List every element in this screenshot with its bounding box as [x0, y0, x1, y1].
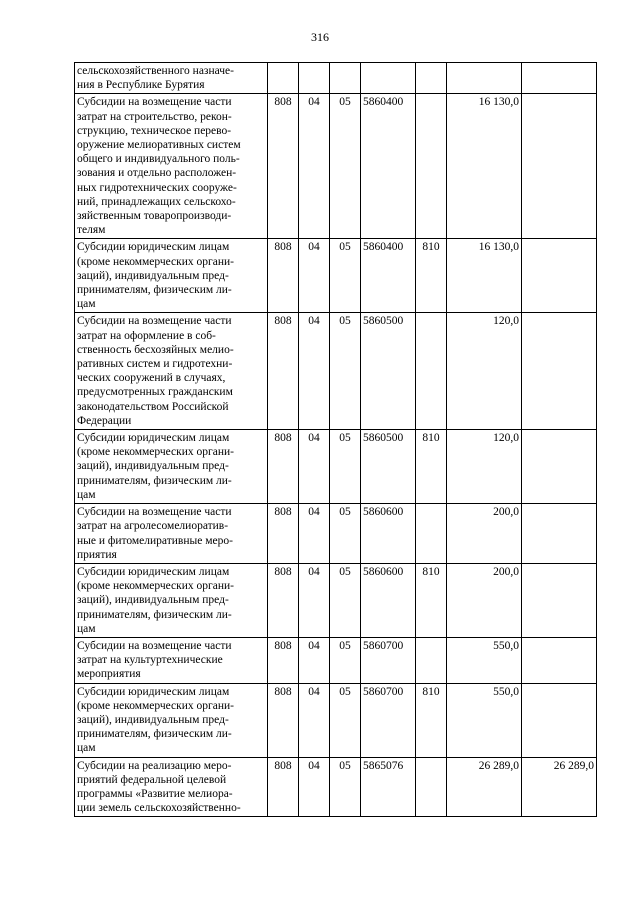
- section-code: [299, 63, 330, 94]
- amount-federal-cell: 26 289,0: [522, 757, 597, 817]
- target-article-code: 5860700: [361, 637, 416, 683]
- section-code: 04: [299, 430, 330, 504]
- ministry-code: 808: [268, 757, 299, 817]
- section-code: 04: [299, 683, 330, 757]
- description-line: ственность бесхозяйных мелио-: [77, 343, 234, 356]
- description-line: ния в Республике Бурятия: [77, 79, 205, 92]
- expense-type-code: 810: [416, 430, 447, 504]
- description-line: заций), индивидуальным пред-: [77, 713, 229, 726]
- target-article-code: [361, 63, 416, 94]
- description-line: Субсидии юридическим лицам: [77, 565, 230, 578]
- description-cell: [75, 757, 268, 817]
- description-line: законодательством Российской: [77, 400, 229, 413]
- description-line: приятия: [77, 548, 117, 561]
- description-line: (кроме некоммерческих органи-: [77, 580, 234, 593]
- ministry-code: [268, 63, 299, 94]
- description-cell: [75, 94, 268, 239]
- amount-cell: 16 130,0: [447, 94, 522, 239]
- description-cell: [75, 430, 268, 504]
- description-line: предусмотренных гражданским: [77, 386, 233, 399]
- description-line: принимателям, физическим ли-: [77, 608, 232, 621]
- ministry-code: 808: [268, 313, 299, 430]
- description-line: Субсидии на возмещение части: [77, 96, 232, 109]
- description-line: ний, принадлежащих сельскохо-: [77, 195, 236, 208]
- amount-federal-cell: [522, 683, 597, 757]
- description-line: (кроме некоммерческих органи-: [77, 446, 234, 459]
- expense-type-code: [416, 637, 447, 683]
- amount-cell: [447, 63, 522, 94]
- table-row: [75, 563, 597, 637]
- table-row: [75, 757, 597, 817]
- expense-type-code: [416, 757, 447, 817]
- expense-type-code: [416, 63, 447, 94]
- table-row: [75, 430, 597, 504]
- expense-type-code: [416, 313, 447, 430]
- description-line: ции земель сельскохозяйственно-: [77, 802, 241, 815]
- description-line: ных гидротехнических сооруже-: [77, 181, 237, 194]
- subsection-code: 05: [330, 430, 361, 504]
- table-row: [75, 313, 597, 430]
- description-cell: [75, 63, 268, 94]
- amount-cell: 200,0: [447, 563, 522, 637]
- description-line: цам: [77, 298, 96, 311]
- target-article-code: 5860600: [361, 563, 416, 637]
- amount-federal-cell: [522, 563, 597, 637]
- description-line: заций), индивидуальным пред-: [77, 460, 229, 473]
- description-line: затрат на строительство, рекон-: [77, 110, 232, 123]
- table-row: [75, 637, 597, 683]
- target-article-code: 5860500: [361, 430, 416, 504]
- amount-federal-cell: [522, 239, 597, 313]
- amount-federal-cell: [522, 94, 597, 239]
- ministry-code: 808: [268, 94, 299, 239]
- description-cell: [75, 239, 268, 313]
- description-line: Субсидии на реализацию меро-: [77, 759, 232, 772]
- description-line: (кроме некоммерческих органи-: [77, 699, 234, 712]
- table-row: [75, 239, 597, 313]
- description-line: приятий федеральной целевой: [77, 773, 227, 786]
- section-code: 04: [299, 757, 330, 817]
- amount-federal-cell: [522, 504, 597, 564]
- amount-federal-cell: [522, 63, 597, 94]
- page-number: 316: [311, 30, 329, 44]
- description-line: оружение мелиоративных систем: [77, 139, 241, 152]
- ministry-code: 808: [268, 637, 299, 683]
- table-body: [75, 63, 597, 817]
- expense-type-code: 810: [416, 239, 447, 313]
- description-line: (кроме некоммерческих органи-: [77, 255, 234, 268]
- description-line: затрат на оформление в соб-: [77, 329, 216, 342]
- expense-type-code: [416, 504, 447, 564]
- expense-type-code: 810: [416, 563, 447, 637]
- description-line: ративных систем и гидротехни-: [77, 358, 233, 371]
- subsection-code: 05: [330, 757, 361, 817]
- expense-type-code: [416, 94, 447, 239]
- description-line: Субсидии юридическим лицам: [77, 432, 230, 445]
- description-line: мероприятия: [77, 668, 141, 681]
- description-cell: [75, 313, 268, 430]
- amount-cell: 16 130,0: [447, 239, 522, 313]
- description-line: телям: [77, 224, 106, 237]
- description-cell: [75, 683, 268, 757]
- description-line: струкцию, техническое перево-: [77, 124, 232, 137]
- ministry-code: 808: [268, 504, 299, 564]
- description-line: принимателям, физическим ли-: [77, 284, 232, 297]
- amount-cell: 26 289,0: [447, 757, 522, 817]
- description-line: Субсидии юридическим лицам: [77, 685, 230, 698]
- description-line: заций), индивидуальным пред-: [77, 269, 229, 282]
- section-code: 04: [299, 313, 330, 430]
- ministry-code: 808: [268, 239, 299, 313]
- description-line: общего и индивидуального поль-: [77, 153, 240, 166]
- table-row: [75, 504, 597, 564]
- description-line: ческих сооружений в случаях,: [77, 372, 226, 385]
- amount-cell: 200,0: [447, 504, 522, 564]
- description-line: Субсидии на возмещение части: [77, 506, 232, 519]
- target-article-code: 5865076: [361, 757, 416, 817]
- amount-cell: 120,0: [447, 313, 522, 430]
- description-line: цам: [77, 488, 96, 501]
- subsection-code: 05: [330, 94, 361, 239]
- amount-federal-cell: [522, 637, 597, 683]
- subsection-code: [330, 63, 361, 94]
- description-line: цам: [77, 622, 96, 635]
- section-code: 04: [299, 637, 330, 683]
- section-code: 04: [299, 504, 330, 564]
- description-line: зяйственным товаропроизводи-: [77, 210, 232, 223]
- budget-table: [74, 62, 597, 817]
- amount-federal-cell: [522, 430, 597, 504]
- description-line: заций), индивидуальным пред-: [77, 594, 229, 607]
- target-article-code: 5860400: [361, 239, 416, 313]
- description-line: Субсидии на возмещение части: [77, 315, 232, 328]
- description-line: принимателям, физическим ли-: [77, 474, 232, 487]
- subsection-code: 05: [330, 504, 361, 564]
- table-row: [75, 63, 597, 94]
- ministry-code: 808: [268, 430, 299, 504]
- description-cell: [75, 563, 268, 637]
- description-line: Субсидии юридическим лицам: [77, 241, 230, 254]
- description-line: программы «Развитие мелиора-: [77, 787, 233, 800]
- description-line: Субсидии на возмещение части: [77, 639, 232, 652]
- amount-cell: 550,0: [447, 637, 522, 683]
- subsection-code: 05: [330, 313, 361, 430]
- ministry-code: 808: [268, 563, 299, 637]
- target-article-code: 5860700: [361, 683, 416, 757]
- target-article-code: 5860600: [361, 504, 416, 564]
- description-line: цам: [77, 742, 96, 755]
- description-line: сельскохозяйственного назначе-: [77, 65, 234, 77]
- description-line: Федерации: [77, 414, 132, 427]
- subsection-code: 05: [330, 683, 361, 757]
- subsection-code: 05: [330, 637, 361, 683]
- description-cell: [75, 637, 268, 683]
- description-cell: [75, 504, 268, 564]
- description-line: затрат на культуртехнические: [77, 654, 223, 667]
- amount-cell: 550,0: [447, 683, 522, 757]
- target-article-code: 5860500: [361, 313, 416, 430]
- description-line: принимателям, физическим ли-: [77, 728, 232, 741]
- description-line: затрат на агролесомелиоратив-: [77, 520, 229, 533]
- table-row: [75, 683, 597, 757]
- subsection-code: 05: [330, 239, 361, 313]
- ministry-code: 808: [268, 683, 299, 757]
- description-line: ные и фитомелиративные меро-: [77, 534, 233, 547]
- section-code: 04: [299, 239, 330, 313]
- section-code: 04: [299, 94, 330, 239]
- amount-federal-cell: [522, 313, 597, 430]
- expense-type-code: 810: [416, 683, 447, 757]
- subsection-code: 05: [330, 563, 361, 637]
- description-line: зования и отдельно расположен-: [77, 167, 237, 180]
- section-code: 04: [299, 563, 330, 637]
- table-row: [75, 94, 597, 239]
- target-article-code: 5860400: [361, 94, 416, 239]
- amount-cell: 120,0: [447, 430, 522, 504]
